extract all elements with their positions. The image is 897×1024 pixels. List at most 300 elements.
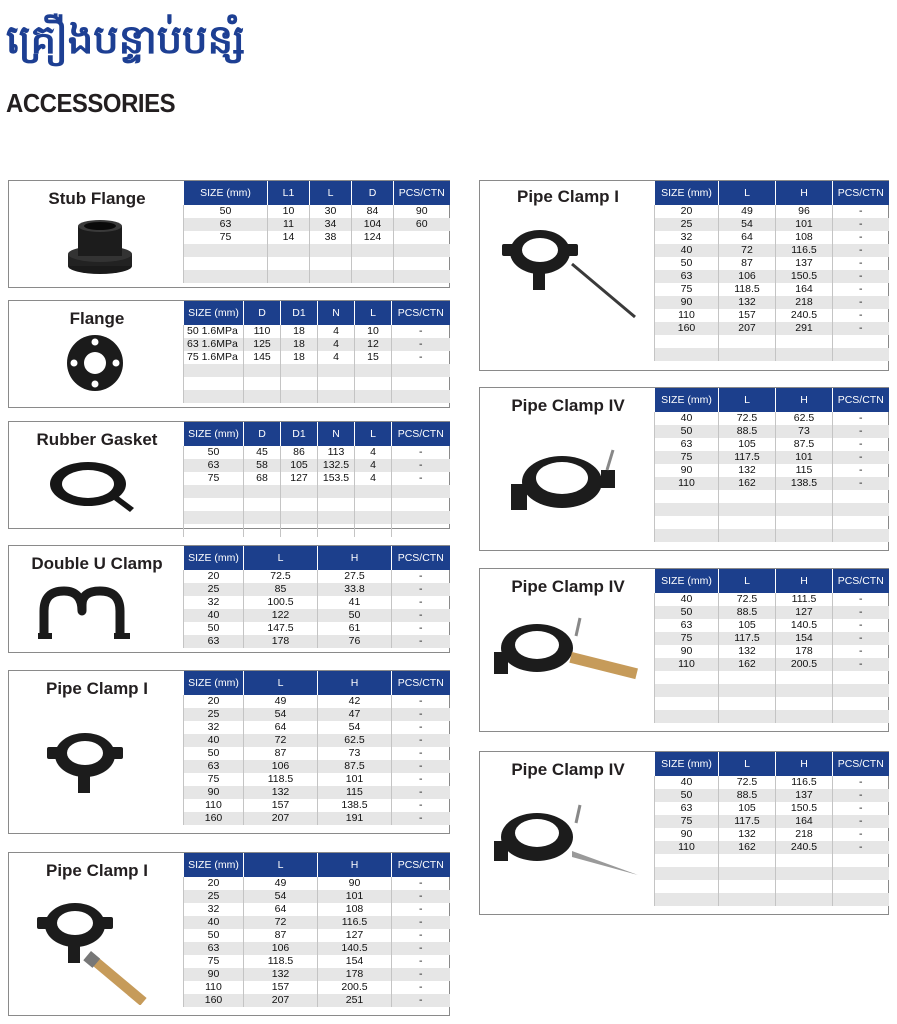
table-cell: 62.5 bbox=[318, 734, 392, 747]
spec-table bbox=[183, 546, 450, 648]
column-header: PCS/CTN bbox=[394, 181, 450, 205]
table-cell: 191 bbox=[318, 812, 392, 825]
product-name: Pipe Clamp I bbox=[516, 187, 620, 206]
table-row bbox=[184, 583, 450, 596]
table-cell: 72.5 bbox=[244, 570, 318, 583]
column-header: PCS/CTN bbox=[392, 671, 450, 695]
table-cell bbox=[776, 490, 833, 503]
column-header: PCS/CTN bbox=[833, 181, 889, 205]
table-cell bbox=[776, 880, 833, 893]
table-cell: 291 bbox=[776, 322, 833, 335]
table-cell: 50 1.6MPa bbox=[184, 325, 244, 338]
table-row bbox=[655, 257, 889, 270]
table-cell bbox=[355, 511, 392, 524]
table-cell bbox=[655, 710, 719, 723]
spec-table bbox=[654, 569, 889, 723]
table-cell: 90 bbox=[655, 645, 719, 658]
table-row-empty bbox=[655, 671, 889, 684]
table-cell: - bbox=[392, 472, 450, 485]
table-cell bbox=[318, 390, 355, 403]
table-cell: 101 bbox=[776, 451, 833, 464]
table-cell: 218 bbox=[776, 296, 833, 309]
table-cell: 145 bbox=[244, 351, 281, 364]
column-header: N bbox=[318, 301, 355, 325]
table-cell bbox=[318, 524, 355, 537]
spec-table bbox=[183, 422, 450, 537]
table-cell: 140.5 bbox=[776, 619, 833, 632]
table-cell: 122 bbox=[244, 609, 318, 622]
table-cell bbox=[719, 335, 776, 348]
table-row bbox=[655, 244, 889, 257]
table-cell: 72 bbox=[244, 916, 318, 929]
table-cell: - bbox=[392, 994, 450, 1007]
table-cell: 64 bbox=[244, 721, 318, 734]
table-row-empty bbox=[184, 485, 450, 498]
table-cell bbox=[244, 485, 281, 498]
column-header: SIZE (mm) bbox=[184, 671, 244, 695]
table-cell: - bbox=[833, 425, 889, 438]
table-cell bbox=[776, 697, 833, 710]
table-cell: 101 bbox=[318, 890, 392, 903]
table-cell: - bbox=[833, 789, 889, 802]
table-cell: - bbox=[392, 635, 450, 648]
table-cell bbox=[355, 498, 392, 511]
pipe-clamp-iv-screw-icon bbox=[492, 795, 642, 885]
table-cell bbox=[392, 377, 450, 390]
table-row-empty bbox=[655, 880, 889, 893]
column-header: PCS/CTN bbox=[392, 853, 450, 877]
table-cell bbox=[355, 390, 392, 403]
table-cell: 72 bbox=[719, 244, 776, 257]
table-cell: 150.5 bbox=[776, 270, 833, 283]
table-row bbox=[655, 218, 889, 231]
table-cell bbox=[355, 364, 392, 377]
table-cell bbox=[719, 867, 776, 880]
table-cell bbox=[184, 257, 268, 270]
table-cell: 132 bbox=[244, 968, 318, 981]
table-cell bbox=[655, 335, 719, 348]
table-header-row bbox=[655, 569, 889, 593]
table-cell bbox=[776, 516, 833, 529]
table-row-empty bbox=[655, 684, 889, 697]
table-cell: 108 bbox=[318, 903, 392, 916]
table-row bbox=[184, 929, 450, 942]
table-row bbox=[655, 645, 889, 658]
column-header: L bbox=[355, 301, 392, 325]
table-cell bbox=[244, 377, 281, 390]
table-cell bbox=[776, 671, 833, 684]
table-cell: - bbox=[392, 325, 450, 338]
table-cell bbox=[244, 364, 281, 377]
table-row bbox=[184, 635, 450, 648]
table-cell: 251 bbox=[318, 994, 392, 1007]
column-header: L bbox=[355, 422, 392, 446]
table-cell: - bbox=[833, 632, 889, 645]
product-name: Pipe Clamp I bbox=[45, 679, 149, 698]
table-cell: 84 bbox=[352, 205, 394, 218]
column-header: H bbox=[776, 181, 833, 205]
table-row bbox=[655, 231, 889, 244]
table-cell: 90 bbox=[655, 464, 719, 477]
table-cell bbox=[833, 697, 889, 710]
table-cell: 110 bbox=[655, 309, 719, 322]
table-cell: 162 bbox=[719, 658, 776, 671]
product-name: Pipe Clamp IV bbox=[511, 760, 625, 779]
table-cell: 110 bbox=[184, 799, 244, 812]
table-cell: 50 bbox=[184, 622, 244, 635]
table-cell: 72.5 bbox=[719, 593, 776, 606]
table-cell: 157 bbox=[719, 309, 776, 322]
table-cell: - bbox=[833, 619, 889, 632]
table-row bbox=[184, 773, 450, 786]
table-cell: - bbox=[833, 270, 889, 283]
table-cell bbox=[281, 498, 318, 511]
table-cell bbox=[833, 854, 889, 867]
table-cell: 147.5 bbox=[244, 622, 318, 635]
column-header: D bbox=[244, 301, 281, 325]
table-cell: 11 bbox=[268, 218, 310, 231]
column-header: SIZE (mm) bbox=[184, 422, 244, 446]
table-cell bbox=[833, 710, 889, 723]
table-cell: 62.5 bbox=[776, 412, 833, 425]
column-header: L bbox=[310, 181, 352, 205]
table-cell: 75 bbox=[184, 955, 244, 968]
table-cell: 4 bbox=[355, 459, 392, 472]
table-cell: 132.5 bbox=[318, 459, 355, 472]
table-cell: 124 bbox=[352, 231, 394, 244]
table-row bbox=[184, 721, 450, 734]
column-header: H bbox=[318, 853, 392, 877]
column-header: L bbox=[719, 181, 776, 205]
table-header-row bbox=[655, 181, 889, 205]
table-cell: 87.5 bbox=[318, 760, 392, 773]
table-row bbox=[184, 877, 450, 890]
product-name: Pipe Clamp IV bbox=[511, 396, 625, 415]
table-cell: 50 bbox=[655, 606, 719, 619]
table-cell: 40 bbox=[184, 609, 244, 622]
spec-table bbox=[654, 181, 889, 361]
table-cell: 63 bbox=[655, 270, 719, 283]
table-cell bbox=[655, 490, 719, 503]
table-cell bbox=[281, 511, 318, 524]
table-cell: 50 bbox=[184, 929, 244, 942]
table-cell: - bbox=[833, 296, 889, 309]
table-cell bbox=[719, 893, 776, 906]
table-cell: 47 bbox=[318, 708, 392, 721]
table-row bbox=[655, 606, 889, 619]
column-header: SIZE (mm) bbox=[184, 181, 268, 205]
table-cell: 32 bbox=[184, 903, 244, 916]
table-row-empty bbox=[655, 710, 889, 723]
table-cell: 160 bbox=[184, 994, 244, 1007]
table-cell: 117.5 bbox=[719, 815, 776, 828]
table-cell bbox=[394, 257, 450, 270]
column-header: H bbox=[776, 388, 833, 412]
table-cell bbox=[318, 498, 355, 511]
table-cell: 160 bbox=[184, 812, 244, 825]
table-cell: 154 bbox=[776, 632, 833, 645]
table-row bbox=[655, 283, 889, 296]
table-cell: 106 bbox=[244, 760, 318, 773]
table-cell: - bbox=[833, 438, 889, 451]
table-cell: 110 bbox=[655, 658, 719, 671]
table-row bbox=[655, 658, 889, 671]
table-cell: 12 bbox=[355, 338, 392, 351]
table-cell: 153.5 bbox=[318, 472, 355, 485]
table-cell bbox=[655, 671, 719, 684]
table-cell: - bbox=[833, 593, 889, 606]
table-cell: - bbox=[392, 351, 450, 364]
column-header: D1 bbox=[281, 422, 318, 446]
table-cell: 87 bbox=[244, 929, 318, 942]
table-cell: 14 bbox=[268, 231, 310, 244]
table-row bbox=[184, 695, 450, 708]
table-cell: - bbox=[833, 205, 889, 218]
table-row bbox=[655, 593, 889, 606]
table-cell: 90 bbox=[394, 205, 450, 218]
table-cell: 64 bbox=[244, 903, 318, 916]
table-cell: 162 bbox=[719, 477, 776, 490]
table-row bbox=[184, 570, 450, 583]
table-cell: - bbox=[392, 760, 450, 773]
table-cell: 38 bbox=[310, 231, 352, 244]
table-cell: 40 bbox=[655, 412, 719, 425]
table-cell: 105 bbox=[719, 619, 776, 632]
table-cell: 90 bbox=[318, 877, 392, 890]
table-cell: - bbox=[833, 802, 889, 815]
column-header: L bbox=[719, 388, 776, 412]
table-cell bbox=[281, 377, 318, 390]
product-name: Stub Flange bbox=[48, 189, 146, 208]
table-cell: 86 bbox=[281, 446, 318, 459]
table-cell bbox=[184, 364, 244, 377]
table-cell bbox=[655, 867, 719, 880]
spec-table bbox=[654, 388, 889, 542]
table-cell: 75 bbox=[184, 773, 244, 786]
table-header-row bbox=[184, 301, 450, 325]
table-row-empty bbox=[184, 524, 450, 537]
table-cell: 4 bbox=[318, 325, 355, 338]
table-cell: - bbox=[833, 309, 889, 322]
table-cell: 25 bbox=[184, 890, 244, 903]
table-cell: 132 bbox=[244, 786, 318, 799]
table-cell: 85 bbox=[244, 583, 318, 596]
table-cell: 63 bbox=[184, 635, 244, 648]
table-cell: 87 bbox=[244, 747, 318, 760]
column-header: PCS/CTN bbox=[392, 422, 450, 446]
table-cell: 118.5 bbox=[244, 955, 318, 968]
table-cell: - bbox=[392, 583, 450, 596]
table-cell bbox=[244, 524, 281, 537]
table-cell: 58 bbox=[244, 459, 281, 472]
table-cell: - bbox=[392, 812, 450, 825]
table-cell bbox=[394, 270, 450, 283]
table-row-empty bbox=[184, 364, 450, 377]
table-cell: 50 bbox=[184, 205, 268, 218]
table-cell bbox=[268, 244, 310, 257]
table-row-empty bbox=[184, 270, 450, 283]
table-cell bbox=[392, 390, 450, 403]
table-cell bbox=[719, 854, 776, 867]
column-header: PCS/CTN bbox=[833, 752, 889, 776]
table-cell: - bbox=[833, 828, 889, 841]
table-cell: 40 bbox=[655, 593, 719, 606]
table-row bbox=[184, 942, 450, 955]
table-cell: - bbox=[392, 916, 450, 929]
table-cell: 100.5 bbox=[244, 596, 318, 609]
table-row bbox=[184, 205, 450, 218]
table-cell bbox=[833, 516, 889, 529]
table-cell: - bbox=[392, 877, 450, 890]
table-cell: - bbox=[392, 708, 450, 721]
pipe-clamp-iv-icon bbox=[507, 440, 627, 520]
table-cell: 115 bbox=[776, 464, 833, 477]
column-header: SIZE (mm) bbox=[655, 388, 719, 412]
table-cell: 90 bbox=[184, 786, 244, 799]
column-header: L bbox=[244, 546, 318, 570]
table-cell bbox=[655, 880, 719, 893]
table-cell: - bbox=[392, 799, 450, 812]
table-cell: 40 bbox=[184, 916, 244, 929]
table-cell bbox=[392, 485, 450, 498]
table-cell: 178 bbox=[776, 645, 833, 658]
table-cell: 105 bbox=[719, 438, 776, 451]
table-cell: - bbox=[833, 451, 889, 464]
table-cell bbox=[833, 671, 889, 684]
table-cell: 33.8 bbox=[318, 583, 392, 596]
table-cell: 32 bbox=[184, 596, 244, 609]
table-cell: 60 bbox=[394, 218, 450, 231]
table-cell: 127 bbox=[318, 929, 392, 942]
table-cell: 50 bbox=[655, 789, 719, 802]
table-cell bbox=[392, 511, 450, 524]
table-row bbox=[655, 296, 889, 309]
table-cell bbox=[310, 257, 352, 270]
table-cell bbox=[833, 335, 889, 348]
table-cell bbox=[184, 390, 244, 403]
table-row bbox=[184, 472, 450, 485]
table-cell: 18 bbox=[281, 351, 318, 364]
table-cell: 88.5 bbox=[719, 789, 776, 802]
table-cell: - bbox=[392, 929, 450, 942]
table-cell: 63 bbox=[184, 942, 244, 955]
table-cell bbox=[833, 880, 889, 893]
column-header: PCS/CTN bbox=[833, 569, 889, 593]
table-row-empty bbox=[184, 244, 450, 257]
table-cell: - bbox=[392, 695, 450, 708]
table-row bbox=[184, 351, 450, 364]
table-cell: 127 bbox=[281, 472, 318, 485]
table-cell: 110 bbox=[244, 325, 281, 338]
table-header-row bbox=[184, 181, 450, 205]
table-cell: 96 bbox=[776, 205, 833, 218]
table-row-empty bbox=[655, 529, 889, 542]
column-header: L bbox=[719, 752, 776, 776]
table-cell bbox=[318, 364, 355, 377]
table-cell: 40 bbox=[655, 244, 719, 257]
table-cell: - bbox=[833, 841, 889, 854]
table-cell: 137 bbox=[776, 789, 833, 802]
table-cell bbox=[833, 893, 889, 906]
table-cell bbox=[776, 348, 833, 361]
table-row bbox=[655, 619, 889, 632]
table-cell: 49 bbox=[719, 205, 776, 218]
table-cell: 127 bbox=[776, 606, 833, 619]
table-cell bbox=[655, 684, 719, 697]
table-cell bbox=[244, 390, 281, 403]
table-cell bbox=[244, 511, 281, 524]
column-header: SIZE (mm) bbox=[184, 546, 244, 570]
table-cell: 150.5 bbox=[776, 802, 833, 815]
table-cell bbox=[833, 684, 889, 697]
table-cell bbox=[281, 524, 318, 537]
table-cell bbox=[833, 348, 889, 361]
table-cell bbox=[281, 390, 318, 403]
column-header: SIZE (mm) bbox=[184, 301, 244, 325]
table-cell bbox=[655, 503, 719, 516]
table-cell bbox=[318, 485, 355, 498]
table-cell: - bbox=[833, 322, 889, 335]
table-cell bbox=[655, 516, 719, 529]
table-cell bbox=[184, 485, 244, 498]
table-cell: - bbox=[392, 968, 450, 981]
table-row-empty bbox=[184, 377, 450, 390]
table-cell bbox=[776, 529, 833, 542]
table-cell bbox=[776, 684, 833, 697]
table-cell: 178 bbox=[318, 968, 392, 981]
table-cell: 49 bbox=[244, 695, 318, 708]
table-cell: - bbox=[833, 606, 889, 619]
table-row bbox=[184, 760, 450, 773]
table-cell: 178 bbox=[244, 635, 318, 648]
table-cell: 110 bbox=[655, 841, 719, 854]
column-header: H bbox=[318, 546, 392, 570]
table-cell: - bbox=[392, 903, 450, 916]
table-cell: 110 bbox=[184, 981, 244, 994]
flange-icon bbox=[55, 333, 135, 393]
table-cell: 104 bbox=[352, 218, 394, 231]
table-row bbox=[655, 632, 889, 645]
column-header: L1 bbox=[268, 181, 310, 205]
table-cell: 63 bbox=[184, 218, 268, 231]
column-header: L bbox=[719, 569, 776, 593]
pipe-clamp-icon bbox=[45, 725, 140, 805]
table-cell: 63 bbox=[184, 459, 244, 472]
table-cell: 132 bbox=[719, 828, 776, 841]
table-row bbox=[655, 477, 889, 490]
table-row bbox=[655, 789, 889, 802]
table-cell: - bbox=[833, 283, 889, 296]
table-cell: 75 bbox=[655, 451, 719, 464]
table-cell bbox=[281, 364, 318, 377]
table-cell: 15 bbox=[355, 351, 392, 364]
table-cell bbox=[392, 524, 450, 537]
table-cell bbox=[719, 490, 776, 503]
spec-table bbox=[183, 671, 450, 825]
table-cell: 20 bbox=[184, 695, 244, 708]
table-cell: 101 bbox=[776, 218, 833, 231]
table-cell: - bbox=[833, 776, 889, 789]
table-cell bbox=[355, 377, 392, 390]
page-title: ACCESSORIES bbox=[6, 88, 176, 118]
table-cell bbox=[655, 529, 719, 542]
table-cell: 90 bbox=[655, 828, 719, 841]
table-cell: 30 bbox=[310, 205, 352, 218]
table-cell: 132 bbox=[719, 296, 776, 309]
table-cell: - bbox=[392, 596, 450, 609]
table-row bbox=[184, 708, 450, 721]
table-cell: 116.5 bbox=[318, 916, 392, 929]
